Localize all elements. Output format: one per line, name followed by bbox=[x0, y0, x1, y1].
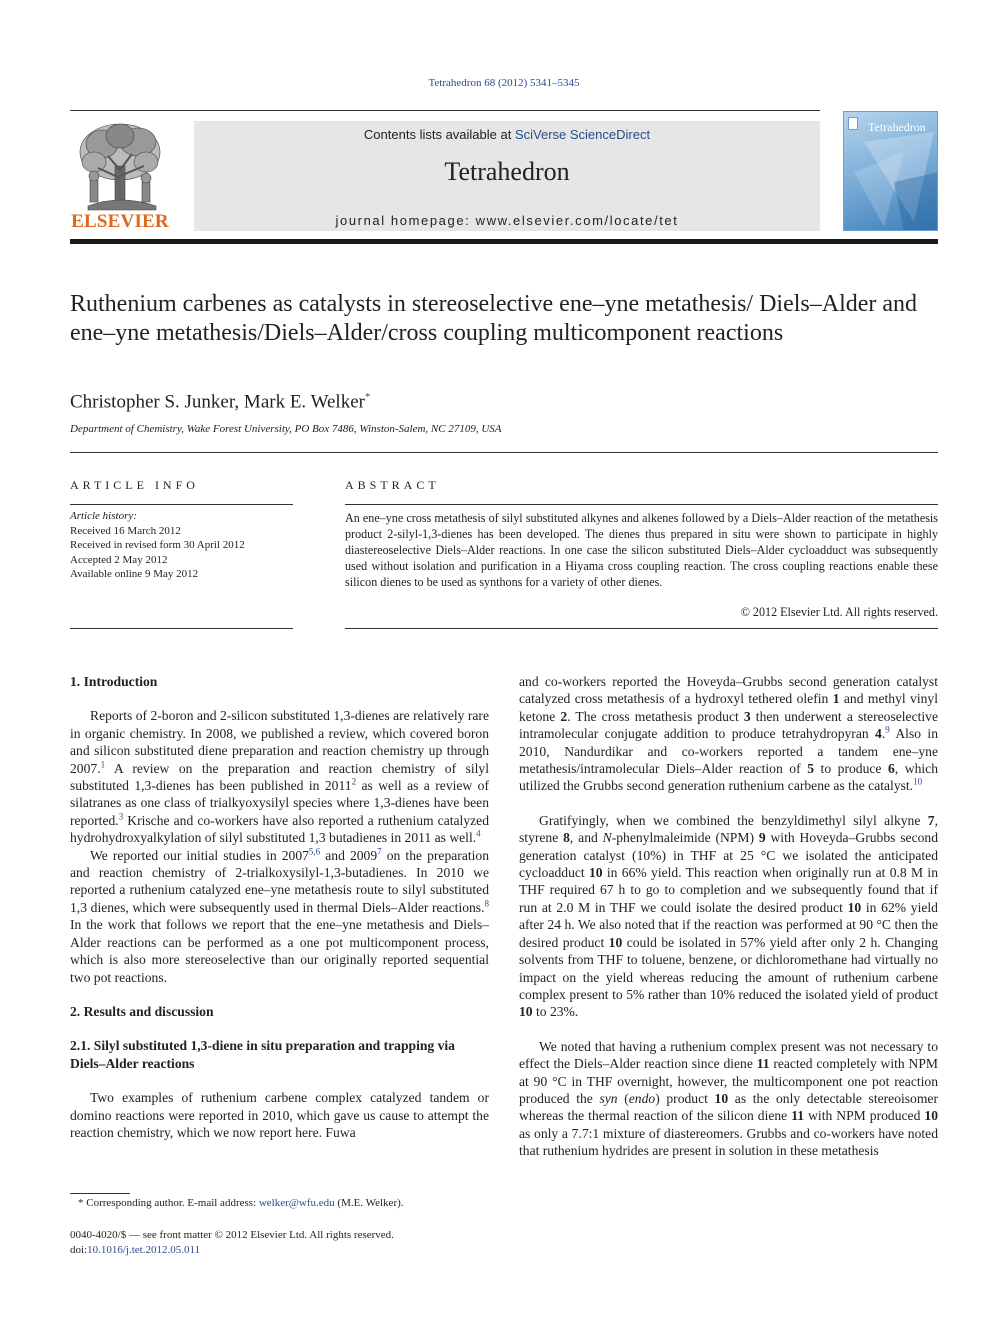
text-run: We reported our initial studies in 2007 bbox=[90, 847, 309, 863]
corresponding-author-footnote bbox=[78, 1197, 404, 1209]
text-run: , which utilized the Grubbs second generation ruthenium carbene as the catalyst. bbox=[519, 761, 938, 794]
text-run: We noted that having a ruthenium complex present was not necessary to effect the Diels–Alder reaction since diene bbox=[519, 1038, 938, 1072]
author-email-link[interactable]: welker@wfu.edu bbox=[258, 1197, 335, 1209]
text-run: In the work that follows we report that the ene–yne metathesis and Diels–Alder reactions can be performed as a one pot multicomponent process, which is also more stereoselective than our originally reported sequential two pot reactions. bbox=[70, 917, 489, 985]
text-run: could be isolated in 57% yield after only 2 h. Changing solvents from THF to toluene, benzene, or dichloromethane had virtually no impact on the yield whereas reducing the amount of ruthenium carbene complex present to 5% rather than 10% reduced the isolated yield of product bbox=[519, 934, 939, 1002]
article-info-heading: ARTICLE INFO bbox=[70, 478, 199, 492]
footnote-text: Corresponding author. E-mail address: bbox=[83, 1197, 259, 1209]
doi-line bbox=[70, 1243, 394, 1258]
compound-number: 10 bbox=[608, 934, 623, 950]
article-title: Ruthenium carbenes as catalysts in stereoselective ene–yne metathesis/ Diels–Alder and ene–yne metathesis/Diels–Alder/cross coupling multicomponent reactions bbox=[70, 291, 918, 346]
footnote-mark: * bbox=[78, 1197, 84, 1209]
compound-number: 4 bbox=[875, 726, 882, 742]
abstract-rule-top bbox=[345, 504, 938, 505]
text-run: and methyl vinyl ketone bbox=[519, 691, 939, 724]
article-history bbox=[70, 509, 293, 582]
compound-number: 11 bbox=[756, 1056, 770, 1072]
compound-number: 6 bbox=[888, 761, 895, 777]
history-revised: Received in revised form 30 April 2012 bbox=[70, 539, 245, 551]
text-run: reacted completely with NPM at 90 °C in THF overnight, however, the multicomponent one pot reaction produced the bbox=[519, 1056, 938, 1106]
text-run: and co-workers reported the Hoveyda–Grubbs second generation catalyst catalyzed cross metathesis of a hydroxyl tethered olefin bbox=[519, 674, 938, 707]
compound-number: 11 bbox=[791, 1108, 805, 1124]
corresponding-author-mark[interactable]: * bbox=[364, 391, 371, 403]
front-matter-info bbox=[70, 1228, 394, 1257]
section-heading-results: 2. Results and discussion bbox=[70, 1003, 214, 1019]
reference-link[interactable]: 5,6 bbox=[308, 846, 321, 857]
author-list bbox=[70, 391, 370, 413]
journal-banner bbox=[194, 121, 820, 231]
left-column bbox=[70, 673, 489, 1141]
cover-title: Tetrahedron bbox=[868, 120, 926, 134]
compound-number: 1 bbox=[832, 691, 840, 707]
reference-link[interactable]: 9 bbox=[885, 724, 890, 735]
results-paragraph-1: Two examples of ruthenium carbene complex catalyzed tandem or domino reactions were reported in 2010, which gave us cause to attempt the reaction chemistry, which we now report here. Fuwa bbox=[70, 1090, 489, 1140]
reference-link[interactable]: 1 bbox=[100, 759, 106, 770]
text-run: as the only detectable stereoisomer whereas the thermal reaction of the silicon diene bbox=[519, 1090, 938, 1124]
compound-number: 10 bbox=[714, 1090, 729, 1106]
section-heading-introduction: 1. Introduction bbox=[70, 674, 158, 689]
intro-paragraph-1 bbox=[70, 707, 489, 846]
compound-number: 8 bbox=[563, 830, 570, 846]
history-received: Received 16 March 2012 bbox=[70, 524, 181, 537]
text-run: with NPM produced bbox=[804, 1108, 925, 1124]
text-run: as only a 7.7:1 mixture of diastereomers. Grubbs and co-workers have noted that ruthenium hydrides are present in solution in these metathesis bbox=[519, 1125, 938, 1159]
text-run: to produce bbox=[813, 761, 889, 777]
doi-prefix: doi: bbox=[70, 1243, 88, 1256]
title-rule bbox=[70, 452, 938, 453]
intro-paragraph-2 bbox=[70, 847, 489, 986]
text-run: , and bbox=[569, 830, 603, 846]
text-run: and 2009 bbox=[320, 847, 378, 863]
text-run: in 62% yield after 24 h. We also noted that if the reaction was performed at 90 °C then the desired product bbox=[519, 899, 938, 950]
reference-link[interactable]: 2 bbox=[351, 776, 357, 787]
reference-link[interactable]: 10 bbox=[913, 776, 923, 787]
subsection-heading: 2.1. Silyl substituted 1,3-diene in situ preparation and trapping via Diels–Alder reactions bbox=[70, 1038, 455, 1071]
text-run: , styrene bbox=[519, 812, 938, 846]
compound-number: 10 bbox=[924, 1108, 938, 1124]
text-run: ) product bbox=[655, 1090, 715, 1106]
italic-run: N bbox=[602, 830, 612, 846]
header-thick-rule bbox=[70, 239, 938, 244]
compound-number: 10 bbox=[519, 1004, 533, 1020]
header-rule bbox=[70, 110, 820, 111]
abstract-text: An ene–yne cross metathesis of silyl substituted alkynes and alkenes followed by a Diels–Alder reaction of the metathesis product 2-silyl-1,3-dienes has been developed. The dienes thus prepared in situ were shown to participate in highly diastereoselective Diels–Alder reactions. In one case the silicon substituted Diels–Alder cycloadduct was subsequently used without isolation and purification in a Hiyama cross coupling reaction. The cross coupling reactions enable these silicon dienes to be used as synthons for a variety of other dienes. bbox=[345, 511, 938, 589]
sciencedirect-link[interactable]: SciVerse ScienceDirect bbox=[514, 127, 651, 142]
footnote-end: (M.E. Welker). bbox=[334, 1197, 404, 1209]
compound-number: 5 bbox=[807, 761, 814, 777]
abstract-rule-bottom bbox=[345, 628, 938, 629]
text-run: . The cross metathesis product bbox=[567, 708, 744, 724]
article-info-rule-top bbox=[70, 504, 293, 505]
journal-cover-thumbnail[interactable] bbox=[843, 111, 938, 231]
text-run: Gratifyingly, when we combined the benzyldimethyl silyl alkyne bbox=[539, 812, 928, 828]
text-run: ( bbox=[617, 1090, 629, 1106]
reference-link[interactable]: 4 bbox=[476, 828, 481, 839]
history-accepted: Accepted 2 May 2012 bbox=[70, 553, 168, 566]
text-run: to 23%. bbox=[532, 1004, 579, 1020]
journal-citation[interactable]: Tetrahedron 68 (2012) 5341–5345 bbox=[428, 77, 580, 89]
text-run: . bbox=[881, 726, 886, 742]
contents-prefix: Contents lists available at bbox=[363, 127, 515, 142]
reference-link[interactable]: 3 bbox=[118, 811, 124, 822]
compound-number: 3 bbox=[743, 708, 751, 724]
elsevier-wordmark[interactable]: ELSEVIER bbox=[71, 211, 169, 232]
doi-link[interactable]: 10.1016/j.tet.2012.05.011 bbox=[87, 1243, 201, 1256]
journal-homepage[interactable]: journal homepage: www.elsevier.com/locate/tet bbox=[335, 213, 679, 228]
text-run: Also in 2010, Nandurdikar and co-workers reported a tandem ene–yne metathesis/intramolecular Diels–Alder reaction of bbox=[519, 726, 938, 777]
compound-number: 9 bbox=[758, 830, 766, 846]
contents-line bbox=[194, 127, 820, 142]
journal-name: Tetrahedron bbox=[444, 157, 570, 186]
history-online: Available online 9 May 2012 bbox=[70, 568, 199, 580]
reference-link[interactable]: 8 bbox=[484, 898, 489, 909]
history-heading: Article history: bbox=[70, 510, 137, 522]
compound-number: 7 bbox=[927, 812, 935, 828]
issn-line: 0040-4020/$ — see front matter © 2012 Elsevier Ltd. All rights reserved. bbox=[70, 1229, 394, 1241]
footnote-rule bbox=[70, 1193, 130, 1194]
results-paragraph-2 bbox=[519, 673, 938, 795]
text-run: -phenylmaleimide (NPM) bbox=[611, 830, 759, 846]
right-column bbox=[519, 673, 938, 1160]
results-paragraph-4 bbox=[519, 1038, 938, 1160]
text-run: with Hoveyda–Grubbs second generation catalyst (10%) in THF at 25 °C we isolated the anticipated cycloadduct bbox=[519, 830, 938, 881]
text-run: A review on the preparation and reaction chemistry of silyl substituted 1,3-dienes has been published in 2011 bbox=[70, 760, 489, 794]
text-run: on the preparation and reaction chemistry of 2-trialkoxysilyl-1,3-butadienes. In 2010 we reported a ruthenium catalyzed ene–yne metathesis route to silyl substituted 1,3 dienes, which were subsequently used in thermal Diels–Alder reactions. bbox=[70, 847, 489, 915]
compound-number: 10 bbox=[589, 865, 603, 881]
text-run: in 66% yield. This reaction when originally run at 0.8 M in THF required 67 h to go to completion and we subsequently found that if run at 2.0 M in THF we could isolate the desired product bbox=[519, 865, 939, 915]
abstract-heading: ABSTRACT bbox=[345, 478, 440, 492]
text-run: Krische and co-workers have also reported a ruthenium catalyzed hydrohydroxyalkylation of silyl substituted 1,3 butadienes in 2011 as well. bbox=[70, 812, 489, 846]
text-run: then underwent a stereoselective intramolecular conjugate addition to produce tetrahydropyran bbox=[519, 708, 938, 742]
text-run: as well as a review of silatranes as one class of trialkyoxysilyl species where 1,3-dienes have been reported. bbox=[70, 778, 489, 828]
abstract-copyright: © 2012 Elsevier Ltd. All rights reserved. bbox=[740, 605, 938, 619]
cover-logo-icon bbox=[848, 117, 858, 130]
results-paragraph-3 bbox=[519, 812, 938, 1021]
italic-run: endo bbox=[628, 1090, 656, 1106]
compound-number: 10 bbox=[847, 899, 862, 915]
reference-link[interactable]: 7 bbox=[377, 846, 382, 857]
affiliation: Department of Chemistry, Wake Forest University, PO Box 7486, Winston-Salem, NC 27109, USA bbox=[70, 423, 502, 435]
author-names[interactable]: Christopher S. Junker, Mark E. Welker bbox=[70, 391, 365, 413]
text-run: Reports of 2-boron and 2-silicon substituted 1,3-dienes are relatively rare in organic chemistry. In 2008, we published a review, which covered boron and silicon substituted diene preparation and reaction chemistry up through 2007. bbox=[70, 708, 489, 776]
italic-run: syn bbox=[599, 1090, 618, 1106]
article-info-rule-bottom bbox=[70, 628, 293, 629]
compound-number: 2 bbox=[560, 708, 568, 724]
